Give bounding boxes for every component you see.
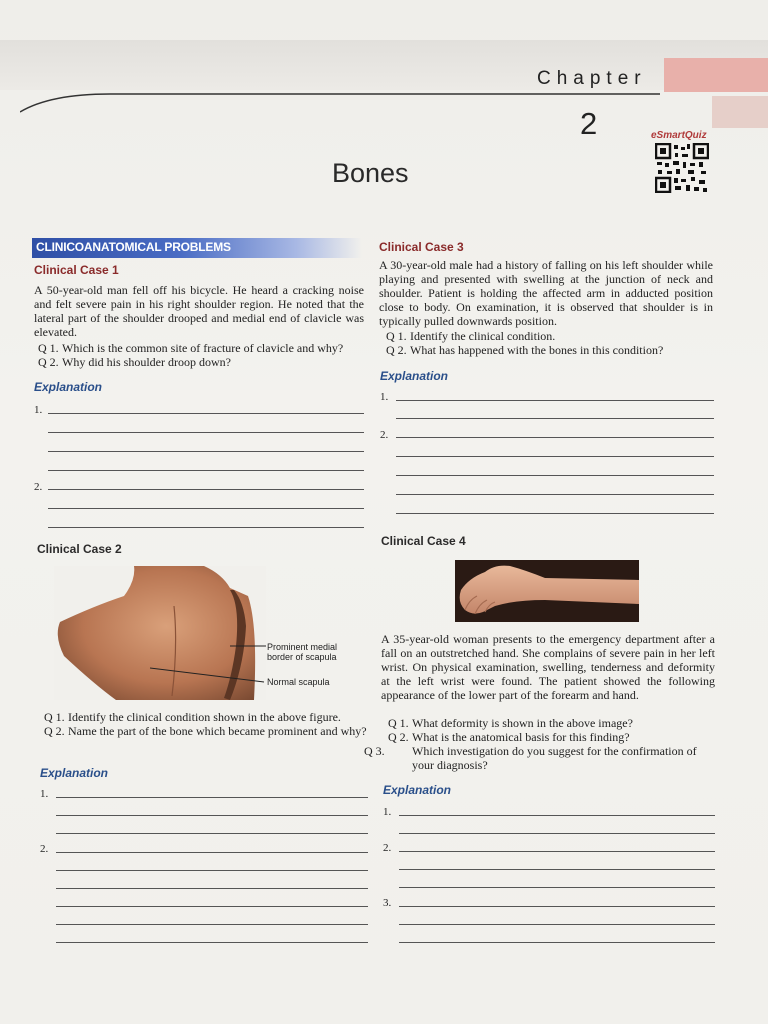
normal-scapula-label: Normal scapula xyxy=(267,677,330,687)
case1-answer-number: 1. xyxy=(34,404,43,416)
case4-q1-text: What deformity is shown in the above image? xyxy=(412,716,633,730)
header-band xyxy=(0,40,768,90)
chapter-label: Chapter xyxy=(537,68,647,89)
case4-answer-number: 1. xyxy=(383,806,392,818)
label-leader-lines xyxy=(150,640,270,690)
case4-q1-number: Q 1. xyxy=(388,716,409,730)
answer-line[interactable] xyxy=(399,815,715,816)
chapter-number: 2 xyxy=(580,106,598,141)
case1-explanation-heading: Explanation xyxy=(34,380,103,394)
case4-text: A 35-year-old woman presents to the emergency department after a fall on an outstretched hand. She complains of severe pain in her left wrist. On physical examination, swelling, tenderness and deformity at the left wrist were found. The patient showed the following appearance of the lower part of the forearm and hand. xyxy=(381,632,715,702)
answer-line[interactable] xyxy=(399,942,715,943)
answer-line[interactable] xyxy=(396,513,714,514)
case4-q2 xyxy=(388,730,716,744)
answer-line[interactable] xyxy=(399,851,715,852)
esmartquiz-label: eSmartQuiz xyxy=(651,130,707,141)
case3-q2-number: Q 2. xyxy=(386,343,407,357)
case2-answer-number: 2. xyxy=(40,843,49,855)
answer-line[interactable] xyxy=(396,475,714,476)
case1-q1-text: Which is the common site of fracture of clavicle and why? xyxy=(62,341,344,355)
case1-q1 xyxy=(38,341,368,355)
case2-q1-text: Identify the clinical condition shown in the above figure. xyxy=(68,710,341,724)
case4-answer-number: 2. xyxy=(383,842,392,854)
case2-heading: Clinical Case 2 xyxy=(37,542,122,556)
case2-q2 xyxy=(44,724,370,738)
case1-q2-number: Q 2. xyxy=(38,355,59,369)
case4-q3-text: Which investigation do you suggest for the confirmation of your diagnosis? xyxy=(412,744,697,772)
case2-answer-number: 1. xyxy=(40,788,49,800)
case4-q1 xyxy=(388,716,716,730)
case4-heading: Clinical Case 4 xyxy=(381,534,466,548)
case1-heading: Clinical Case 1 xyxy=(34,263,119,277)
answer-line[interactable] xyxy=(396,456,714,457)
case3-answer-number: 2. xyxy=(380,429,389,441)
case1-q2 xyxy=(38,355,368,369)
answer-line[interactable] xyxy=(56,797,368,798)
answer-line[interactable] xyxy=(48,470,364,471)
answer-line[interactable] xyxy=(48,527,364,528)
case1-q2-text: Why did his shoulder droop down? xyxy=(62,355,231,369)
case4-q2-text: What is the anatomical basis for this finding? xyxy=(412,730,630,744)
answer-line[interactable] xyxy=(399,833,715,834)
answer-line[interactable] xyxy=(48,451,364,452)
section-banner xyxy=(32,238,362,258)
qr-code-icon[interactable] xyxy=(655,143,709,193)
answer-line[interactable] xyxy=(56,833,368,834)
prominent-border-label: Prominent medial border of scapula xyxy=(267,642,338,662)
answer-line[interactable] xyxy=(399,924,715,925)
chapter-tab-light xyxy=(712,96,768,128)
case4-q3 xyxy=(364,744,716,772)
case2-q1 xyxy=(44,710,370,724)
answer-line[interactable] xyxy=(399,887,715,888)
answer-line[interactable] xyxy=(48,413,364,414)
answer-line[interactable] xyxy=(56,870,368,871)
section-banner-label: CLINICOANATOMICAL PROBLEMS xyxy=(36,240,231,254)
answer-line[interactable] xyxy=(48,432,364,433)
case4-q2-number: Q 2. xyxy=(388,730,409,744)
case4-explanation-heading: Explanation xyxy=(383,783,452,797)
case3-q1-number: Q 1. xyxy=(386,329,407,343)
case2-q2-number: Q 2. xyxy=(44,724,65,738)
case3-q1 xyxy=(386,329,716,343)
case2-q2-text: Name the part of the bone which became prominent and why? xyxy=(68,724,367,738)
case2-explanation-heading: Explanation xyxy=(40,766,109,780)
case3-heading: Clinical Case 3 xyxy=(379,240,464,254)
case1-q1-number: Q 1. xyxy=(38,341,59,355)
answer-line[interactable] xyxy=(48,489,364,490)
case1-answer-number: 2. xyxy=(34,481,43,493)
answer-line[interactable] xyxy=(396,437,714,438)
chapter-title: Bones xyxy=(332,158,409,188)
answer-line[interactable] xyxy=(399,906,715,907)
case3-explanation-heading: Explanation xyxy=(380,369,449,383)
wrist-deformity-photo xyxy=(455,560,639,622)
case1-text: A 50-year-old man fell off his bicycle. He heard a cracking noise and felt severe pain in his right shoulder region. He noted that the lateral part of the shoulder drooped and medial end of clavicle was elevated. xyxy=(34,283,364,339)
answer-line[interactable] xyxy=(48,508,364,509)
case3-answer-number: 1. xyxy=(380,391,389,403)
answer-line[interactable] xyxy=(56,906,368,907)
answer-line[interactable] xyxy=(396,418,714,419)
answer-line[interactable] xyxy=(396,400,714,401)
answer-line[interactable] xyxy=(56,852,368,853)
answer-line[interactable] xyxy=(399,869,715,870)
chapter-tab xyxy=(664,58,768,92)
case2-q1-number: Q 1. xyxy=(44,710,65,724)
case3-q1-text: Identify the clinical condition. xyxy=(410,329,556,343)
answer-line[interactable] xyxy=(56,815,368,816)
answer-line[interactable] xyxy=(56,942,368,943)
case4-answer-number: 3. xyxy=(383,897,392,909)
case3-q2 xyxy=(386,343,716,357)
case4-q3-number: Q 3. xyxy=(364,744,385,758)
case3-q2-text: What has happened with the bones in this condition? xyxy=(410,343,664,357)
answer-line[interactable] xyxy=(396,494,714,495)
answer-line[interactable] xyxy=(56,924,368,925)
case3-text: A 30-year-old male had a history of falling on his left shoulder while playing and presented with swelling at the junction of neck and shoulder. Patient is holding the affected arm in adducted position close to body. On examination, it is observed that shoulder is in typically pulled downwards position. xyxy=(379,258,713,328)
answer-line[interactable] xyxy=(56,888,368,889)
